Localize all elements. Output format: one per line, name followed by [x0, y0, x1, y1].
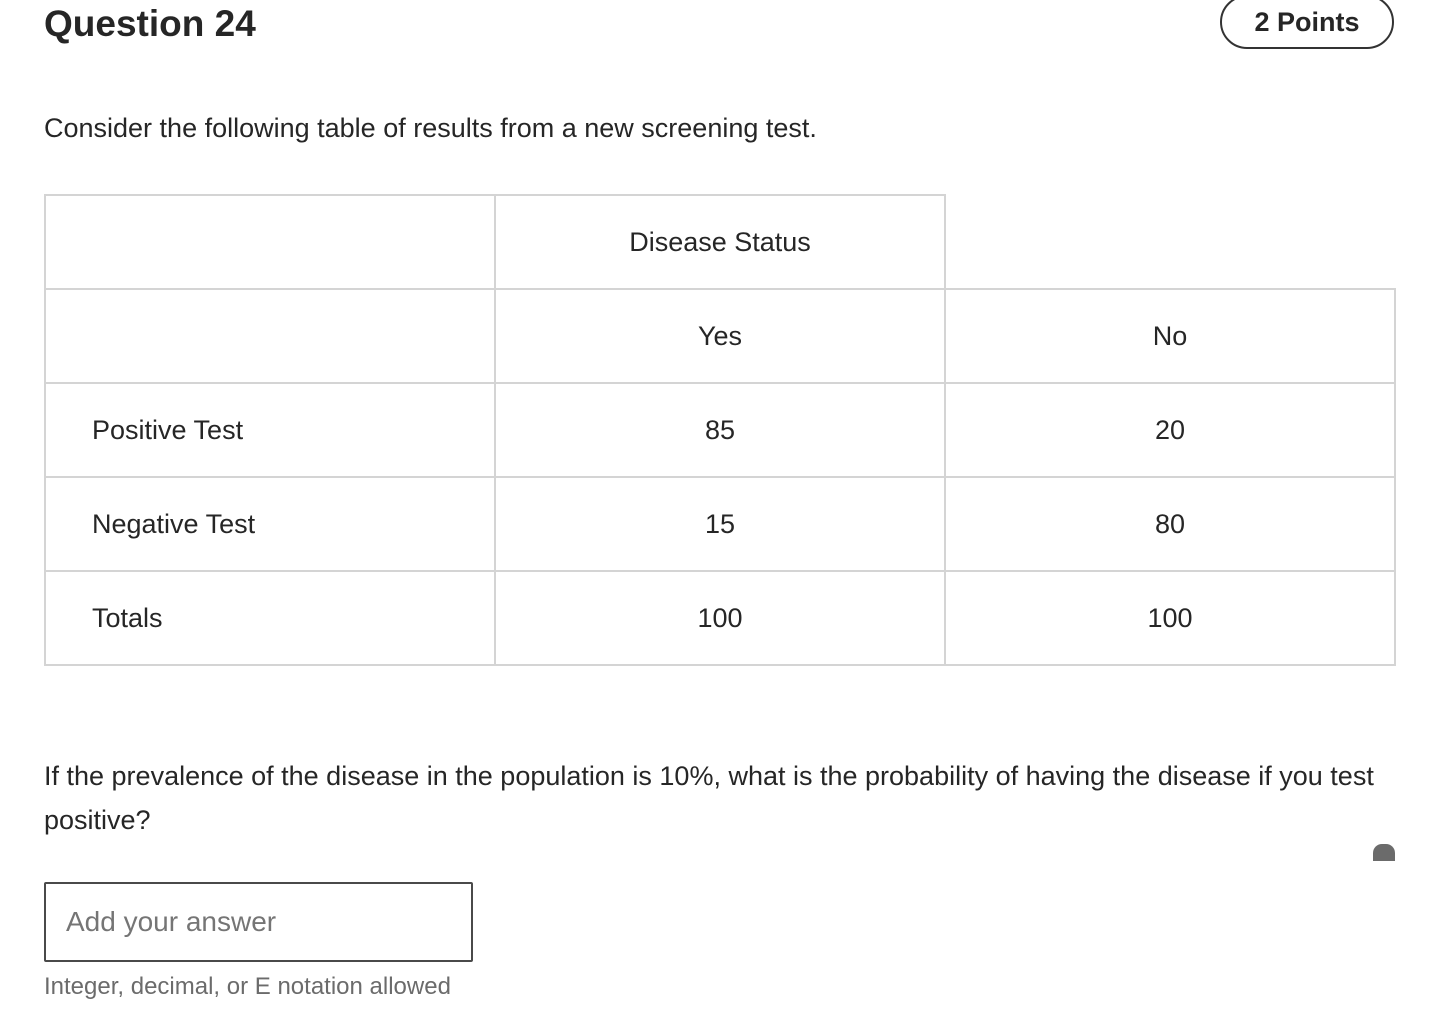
row-label-totals: Totals: [45, 571, 495, 665]
question-title: Question 24: [44, 3, 256, 44]
cell-totals-no: 100: [945, 571, 1395, 665]
cell-positive-yes: 85: [495, 383, 945, 477]
table-empty-header-cell: [945, 195, 1395, 289]
disease-status-header: Disease Status: [495, 195, 945, 289]
table-blank-label-cell: [45, 289, 495, 383]
answer-format-hint: Integer, decimal, or E notation allowed: [44, 973, 451, 1000]
cell-negative-no: 80: [945, 477, 1395, 571]
table-row: [45, 571, 1395, 665]
table-corner-cell: [45, 195, 495, 289]
column-header-yes: Yes: [495, 289, 945, 383]
points-badge: 2 Points: [1220, 0, 1394, 49]
table-row: [45, 477, 1395, 571]
cell-negative-yes: 15: [495, 477, 945, 571]
column-header-no: No: [945, 289, 1395, 383]
table-subheader-row: [45, 289, 1395, 383]
cell-totals-yes: 100: [495, 571, 945, 665]
question-prompt: Consider the following table of results from a new screening test.: [44, 113, 817, 143]
row-label-negative-test: Negative Test: [45, 477, 495, 571]
table-row: [45, 383, 1395, 477]
scrollbar-thumb[interactable]: [1373, 844, 1395, 861]
screening-results-table: [44, 194, 1396, 666]
cell-positive-no: 20: [945, 383, 1395, 477]
row-label-positive-test: Positive Test: [45, 383, 495, 477]
question-body: If the prevalence of the disease in the population is 10%, what is the probability of having the disease if you test positive?: [44, 761, 1374, 835]
table-header-row: [45, 195, 1395, 289]
answer-input[interactable]: [44, 882, 473, 962]
